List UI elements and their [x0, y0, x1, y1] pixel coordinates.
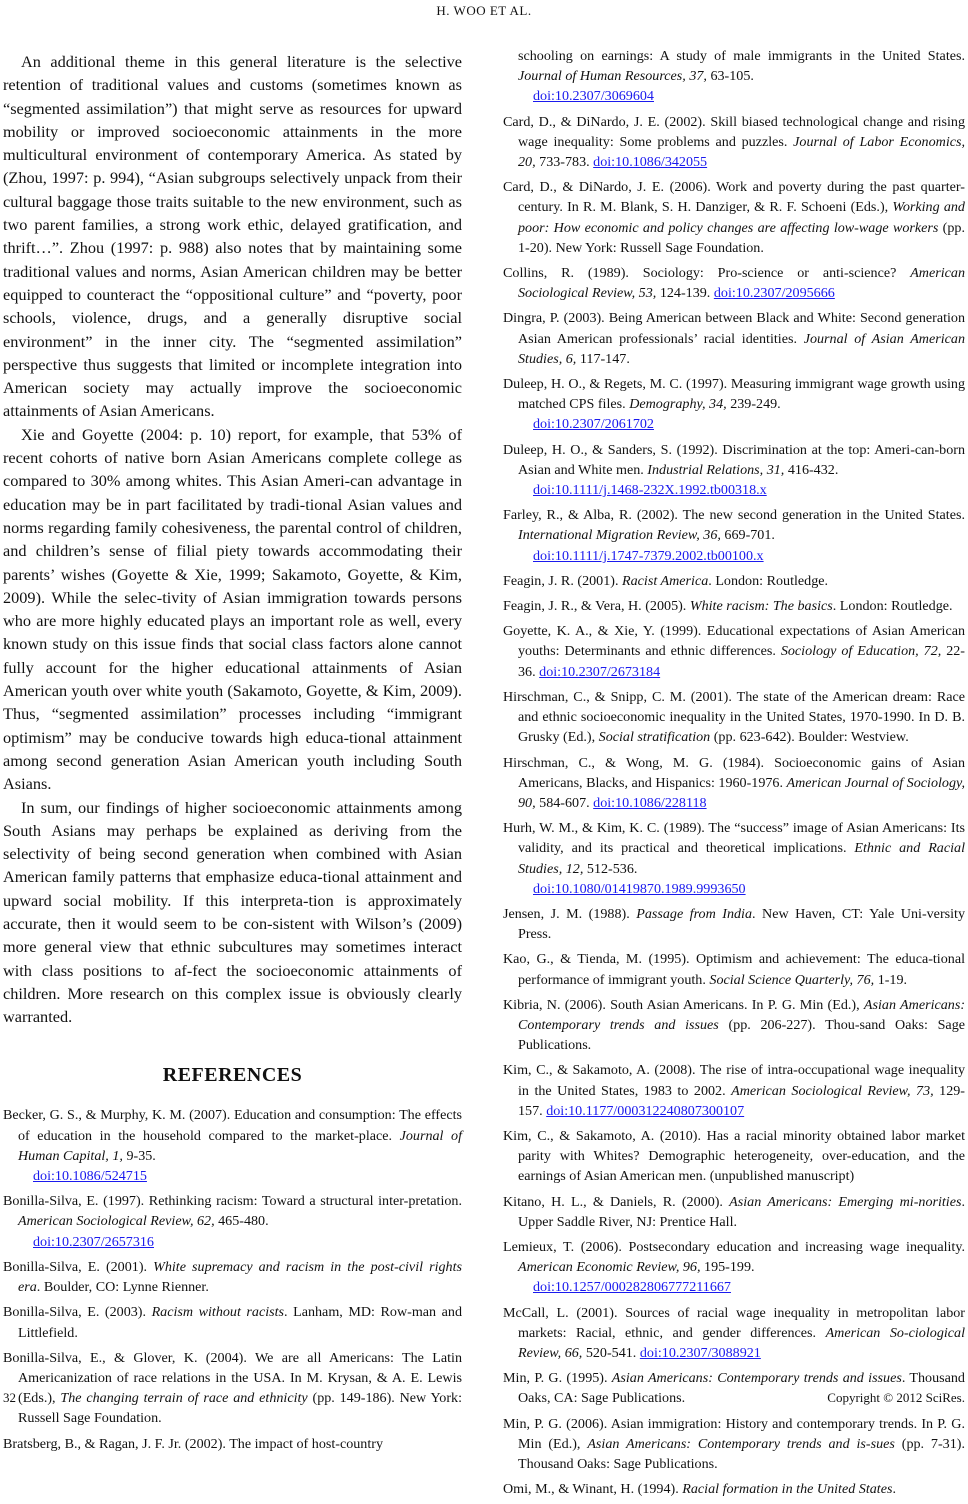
- reference-text: . London: Routledge.: [708, 572, 829, 589]
- reference-entry: [3, 1348, 462, 1429]
- reference-source: Industrial Relations, 31,: [647, 461, 785, 478]
- reference-source: Racist America: [622, 572, 709, 589]
- reference-entry: [503, 571, 965, 591]
- reference-source: Social Science Quarterly, 76,: [709, 971, 875, 988]
- reference-entry: [503, 687, 965, 748]
- reference-source: International Migration Review, 36,: [518, 527, 721, 544]
- doi-link[interactable]: doi:10.1086/524715: [33, 1168, 147, 1185]
- reference-text: Min, P. G. (1995).: [503, 1370, 612, 1387]
- reference-text: Goyette, K. A., & Xie, Y. (1999). Educational expectations of Asian American youths: Determinants and ethnic differences.: [503, 623, 965, 660]
- doi-link[interactable]: doi:10.1086/342055: [593, 154, 708, 171]
- reference-text: Kim, C., & Sakamoto, A. (2010). Has a racial minority obtained labor market parity with Whites? Demographic heterogeneity, over-education, and the earnings of Asian American men. (unpublished manuscript): [503, 1127, 965, 1185]
- reference-source: Passage from India: [636, 905, 753, 922]
- reference-entry: [503, 440, 965, 501]
- reference-text: Min, P. G. (2006). Asian immigration: History and contemporary trends. In P. G. Min (Ed.),: [503, 1415, 965, 1452]
- reference-text: 465-480.: [214, 1213, 269, 1230]
- reference-text: Hirschman, C., & Wong, M. G. (1984). Socioeconomic gains of Asian Americans, Blacks, and Hispanics: 1960-1976.: [503, 754, 965, 791]
- reference-entry: [503, 818, 965, 899]
- reference-text: McCall, L. (2001). Sources of racial wage inequality in metropolitan labor markets: Racial, ethnic, and gender differences.: [503, 1304, 965, 1341]
- reference-text: Becker, G. S., & Murphy, K. M. (2007). Education and consumption: The effects of education in the household compared to the market-place.: [3, 1107, 462, 1144]
- reference-text: 124-139.: [656, 285, 714, 302]
- reference-text: (pp. 623-642). Boulder: Westview.: [710, 729, 909, 746]
- reference-text: Lemieux, T. (2006). Postsecondary education and increasing wage inequality.: [503, 1238, 965, 1255]
- reference-source: American Sociological Review, 53,: [518, 265, 965, 302]
- reference-text: Card, D., & DiNardo, J. E. (2006). Work and poverty during the past quarter-century. In R. M. Blank, S. H. Danziger, & R. F. Schoeni (Eds.),: [503, 179, 965, 216]
- doi-link[interactable]: doi:10.1257/000282806777211667: [533, 1279, 731, 1296]
- reference-text: Bonilla-Silva, E., & Glover, K. (2004). We are all Americans: The Latin Americanization of race relations in the USA. In M. Krysan, & A. E. Lewis (Eds.),: [3, 1349, 462, 1407]
- reference-entry: [503, 308, 965, 369]
- reference-entry: [503, 263, 965, 303]
- reference-source: The changing terrain of race and ethnicity: [60, 1390, 308, 1407]
- reference-text: Card, D., & DiNardo, J. E. (2002). Skill biased technological change and rising wage inequality: Some problems and puzzles.: [503, 113, 965, 150]
- reference-entry: [503, 177, 965, 258]
- reference-text: . Lanham, MD: Row-man and Littlefield.: [18, 1304, 462, 1341]
- reference-source: Asian Americans: Emerging mi-norities: [729, 1193, 962, 1210]
- doi-link[interactable]: doi:10.2307/3088921: [639, 1344, 761, 1361]
- reference-entry: [3, 1191, 462, 1252]
- reference-text: Omi, M., & Winant, H. (1994).: [503, 1481, 683, 1498]
- reference-text: . London: Routledge.: [832, 598, 953, 615]
- reference-text: Kitano, H. L., & Daniels, R. (2000).: [503, 1193, 730, 1210]
- reference-entry: [503, 112, 965, 173]
- reference-text: 584-607.: [535, 794, 594, 811]
- reference-text: Collins, R. (1989). Sociology: Pro-science or anti-science?: [503, 265, 911, 282]
- left-column: [3, 50, 462, 1459]
- reference-text: 22-36.: [518, 643, 965, 680]
- reference-text: 520-541.: [582, 1344, 640, 1361]
- reference-source: Asian Americans: Contemporary trends and issues: [611, 1370, 902, 1387]
- reference-text: . Thousand Oaks, CA: Sage Publications.: [518, 1370, 965, 1407]
- reference-source: Demography, 34,: [629, 396, 727, 413]
- reference-source: White supremacy and racism in the post-civil rights era: [18, 1258, 462, 1296]
- reference-text: Kibria, N. (2006). South Asian Americans. In P. G. Min (Ed.),: [503, 996, 864, 1013]
- reference-source: American So-ciological Review, 66,: [518, 1324, 965, 1361]
- reference-text: Hurh, W. M., & Kim, K. C. (1989). The “success” image of Asian Americans: Its validity, and its practical and theoretical implications.: [503, 820, 965, 857]
- reference-entry: [503, 753, 965, 814]
- body-paragraph: In sum, our findings of higher socioeconomic attainments among South Asians may perhaps be explained as deriving from the selectivity of being second generation when combined with Asian American family patterns that emphasize educa-tional attainment and upward social mobility. If this interpreta-tion is approximately accurate, then it would seem to be con-sistent with Wilson’s (2009) more general view that ethnic subcultures may sometimes interact with class positions to af-fect the socioeconomic attainments of children. More research on this complex issue is obviously clearly warranted.: [3, 797, 462, 1027]
- running-head: H. WOO ET AL.: [436, 3, 532, 18]
- reference-entry: [503, 621, 965, 682]
- copyright-notice: Copyright © 2012 SciRes.: [827, 1390, 965, 1405]
- reference-source: American Sociological Review, 73,: [731, 1082, 934, 1099]
- reference-text: Bratsberg, B., & Ragan, J. F. Jr. (2002). The impact of host-country: [3, 1435, 384, 1452]
- reference-source: Asian Americans: Contemporary trends and issues: [518, 996, 966, 1033]
- reference-entry: [3, 1257, 462, 1297]
- reference-text: Feagin, J. R., & Vera, H. (2005).: [503, 598, 690, 615]
- reference-entry: [503, 505, 965, 566]
- reference-entry: [3, 1105, 462, 1186]
- doi-link[interactable]: doi:10.1111/j.1747-7379.2002.tb00100.x: [533, 547, 764, 564]
- reference-text: 9-35.: [122, 1147, 156, 1164]
- reference-source: Journal of Human Resources, 37,: [518, 68, 707, 85]
- reference-source: Racial formation in the United States: [682, 1481, 893, 1498]
- reference-text: Feagin, J. R. (2001).: [503, 572, 623, 589]
- doi-link[interactable]: doi:10.2307/2095666: [713, 285, 835, 302]
- reference-text: 669-701.: [720, 527, 775, 544]
- reference-text: .: [892, 1481, 896, 1498]
- reference-text: Hirschman, C., & Snipp, C. M. (2001). The state of the American dream: Race and ethnic socioeconomic inequality in the United States, 1970-1990. In D. B. Grusky (Ed.),: [503, 688, 965, 746]
- reference-entry: [503, 1192, 965, 1232]
- reference-source: White racism: The basics: [689, 598, 833, 615]
- reference-source: Working and poor: How economic and policy changes are affecting low-wage workers: [518, 199, 965, 236]
- reference-entry: [503, 949, 965, 989]
- reference-text: . New Haven, CT: Yale Uni-versity Press.: [518, 905, 965, 943]
- reference-text: . Boulder, CO: Lynne Rienner.: [36, 1279, 209, 1296]
- reference-source: Ethnic and Racial Studies, 12,: [518, 840, 965, 877]
- references-list-right: [503, 46, 965, 1499]
- reference-text: Duleep, H. O., & Regets, M. C. (1997). Measuring immigrant wage growth using matched CPS files.: [503, 376, 965, 413]
- reference-entry: [503, 1414, 965, 1475]
- reference-entry: [503, 1126, 965, 1187]
- reference-text: 416-432.: [784, 461, 839, 478]
- doi-link[interactable]: doi:10.1177/000312240807300107: [546, 1102, 745, 1119]
- reference-text: Dingra, P. (2003). Being American between Black and White: Second generation Asian American professionals’ racial identities.: [503, 310, 965, 347]
- reference-text: Bonilla-Silva, E. (2001).: [3, 1258, 154, 1275]
- reference-text: 129-157.: [518, 1082, 965, 1119]
- references-heading: REFERENCES: [162, 1064, 303, 1087]
- doi-link[interactable]: doi:10.1111/j.1468-232X.1992.tb00318.x: [533, 482, 767, 499]
- reference-source: Journal of Asian American Studies, 6,: [518, 330, 965, 367]
- reference-source: American Economic Review, 96,: [518, 1259, 701, 1276]
- reference-entry: [503, 1303, 965, 1364]
- reference-source: American Sociological Review, 62,: [18, 1213, 215, 1230]
- page-number: 32: [3, 1390, 16, 1405]
- reference-text: (pp. 206-227). Thou-sand Oaks: Sage Publications.: [518, 1016, 965, 1054]
- reference-text: 512-536.: [583, 860, 638, 877]
- reference-text: 733-783.: [535, 154, 594, 171]
- reference-source: Journal of Human Capital, 1,: [18, 1127, 462, 1164]
- doi-link[interactable]: doi:10.1080/01419870.1989.9993650: [533, 880, 746, 897]
- reference-text: 117-147.: [576, 350, 630, 367]
- body-paragraph: Xie and Goyette (2004: p. 10) report, for example, that 53% of recent cohorts of native born Asian Americans complete college as compared to 30% among whites. This Asian Ameri-can advantage in education may be in part facilitated by tradi-tional Asian values and norms regarding family cohesiveness, the parental control of children, and children’s sense of filial piety towards accommodating their parents’ wishes (Goyette & Xie, 1999; Sakamoto, Goyette, & Kim, 2009). While the selec-tivity of Asian immigration towards persons who are more highly educated plays an important role as well, every known study on this issue finds that social class factors alone cannot fully account for the higher educational attainments of Asian American youth over white youth (Sakamoto, Goyette, & Kim, 2009). Thus, “segmented assimilation” processes including “immigrant optimism” may be conducive towards high educa-tional attainment among second generation Asian American youth including South Asians.: [3, 424, 462, 794]
- reference-text: . Upper Saddle River, NJ: Prentice Hall.: [518, 1193, 965, 1230]
- reference-entry: [503, 1237, 965, 1298]
- reference-entry: [503, 374, 965, 435]
- reference-text: 1-19.: [874, 971, 908, 988]
- reference-source: Asian Americans: Contemporary trends and is-sues: [587, 1435, 895, 1452]
- reference-text: Bonilla-Silva, E. (1997). Rethinking racism: Toward a structural inter-pretation.: [3, 1193, 462, 1210]
- reference-text: 195-199.: [700, 1259, 755, 1276]
- reference-entry: [3, 1434, 462, 1454]
- reference-text: (pp. 149-186). New York: Russell Sage Foundation.: [18, 1390, 462, 1427]
- reference-entry: [503, 995, 965, 1056]
- reference-text: 239-249.: [726, 396, 781, 413]
- reference-source: Racism without racists: [151, 1304, 285, 1321]
- reference-text: Farley, R., & Alba, R. (2002). The new second generation in the United States.: [503, 507, 965, 524]
- reference-source: Social stratification: [598, 729, 711, 746]
- references-list-left: [3, 1105, 462, 1453]
- reference-entry: [3, 1302, 462, 1342]
- doi-link[interactable]: doi:10.1086/228118: [593, 794, 707, 811]
- reference-text: Kim, C., & Sakamoto, A. (2008). The rise of intra-occupational wage inequality in the United States, 1983 to 2002.: [503, 1062, 965, 1099]
- doi-link[interactable]: doi:10.2307/3069604: [533, 88, 654, 105]
- doi-link[interactable]: doi:10.2307/2657316: [33, 1233, 154, 1250]
- reference-entry: [503, 1060, 965, 1121]
- right-column: [503, 46, 965, 1504]
- reference-text: Jensen, J. M. (1988).: [503, 905, 637, 922]
- reference-entry: [503, 596, 965, 616]
- reference-source: Journal of Labor Economics, 20,: [518, 133, 966, 171]
- reference-text: (pp. 7-31). Thousand Oaks: Sage Publications.: [518, 1435, 965, 1472]
- reference-text: (pp. 1-20). New York: Russell Sage Foundation.: [518, 219, 965, 256]
- body-paragraph: An additional theme in this general literature is the selective retention of traditional values and customs (sometimes known as “segmented assimilation”) that might serve as resources for upward mobility or improved socioeconomic attainments in the more multicultural environment of contemporary America. As stated by (Zhou, 1997: p. 994), “Asian subgroups selectively unpack from their cultural baggage those traits suitable to the new environment, such as two parent families, a strong work ethic, delayed gratification, and thrift…”. Zhou (1997: p. 988) also notes that by maintaining some traditional values and norms, Asian American children may be better equipped to counteract the “oppositional culture” and “poverty, poor schools, violence, drugs, and a generally disruptive social environment” in the inner city. The “segmented assimilation” perspective thus suggests that limited or incomplete integration into American society may actually improve the socioeconomic attainments of Asian Americans.: [3, 52, 462, 421]
- reference-text: Bonilla-Silva, E. (2003).: [3, 1304, 152, 1321]
- doi-link[interactable]: doi:10.2307/2061702: [533, 416, 654, 433]
- reference-entry: [503, 1479, 965, 1499]
- reference-text: Duleep, H. O., & Sanders, S. (1992). Discrimination at the top: Ameri-can-born Asian and White men.: [503, 441, 965, 478]
- reference-text: 63-105.: [706, 68, 754, 85]
- reference-entry: [503, 46, 965, 107]
- reference-source: American Journal of Sociology, 90,: [518, 774, 966, 811]
- doi-link[interactable]: doi:10.2307/2673184: [539, 663, 661, 680]
- reference-text: schooling on earnings: A study of male immigrants in the United States.: [518, 48, 965, 64]
- reference-source: Sociology of Education, 72,: [780, 643, 942, 660]
- reference-text: Kao, G., & Tienda, M. (1995). Optimism and achievement: The educa-tional performance of immigrant youth.: [503, 951, 965, 988]
- reference-entry: [503, 904, 965, 944]
